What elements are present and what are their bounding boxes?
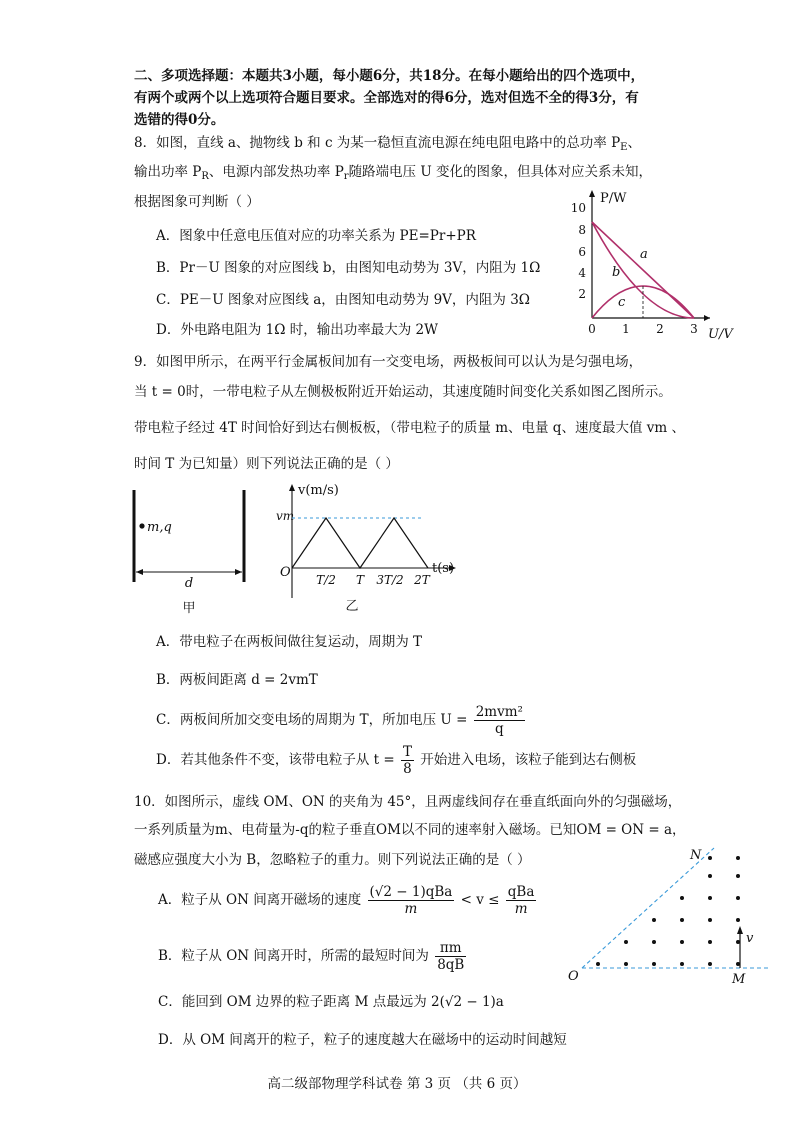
q8-xtick: 3 xyxy=(690,322,698,336)
q10-option-b: B．粒子从 ON 间离开时，所需的最短时间为 $\frac{\pi m}{8qB}$ xyxy=(158,940,465,973)
q10-magnetic-field-figure xyxy=(564,842,776,988)
q8-xtick: 1 xyxy=(622,322,630,336)
q10-a-fraction-high: $\frac{\text{qBa}}{m}$ xyxy=(507,884,535,917)
q9-tick-t: T xyxy=(355,573,365,587)
q9-stem-line-1: 9．如图甲所示，在两平行金属板间加有一交变电场，两极板间可以认为是匀强电场， xyxy=(134,354,643,370)
q9-fig-yi-caption: 乙 xyxy=(345,599,359,614)
q10-option-c: C．能回到 OM 边界的粒子距离 M 点最远为 2(√2 − 1)a xyxy=(158,994,504,1010)
q8-power-graph xyxy=(560,182,740,342)
field-dot xyxy=(652,962,656,966)
field-dot xyxy=(708,856,712,860)
q9-vm-label: vm xyxy=(276,509,295,523)
field-dot xyxy=(736,856,740,860)
field-dot xyxy=(652,918,656,922)
q9-stem-line-2: 当 t = 0时，一带电粒子从左侧极板附近开始运动，其速度随时间变化关系如图乙图所示。 xyxy=(134,384,672,400)
q8-ytick: 4 xyxy=(578,266,586,280)
q8-option-c: C．PE－U 图象对应图线 a，由图知电动势为 9V，内阻为 3Ω xyxy=(156,292,530,308)
q10-stem-line-3: 磁感应强度大小为 B，忽略粒子的重力。则下列说法正确的是（ ） xyxy=(134,852,531,868)
field-dot xyxy=(708,940,712,944)
q8-stem-line-2: 输出功率 $P_R$、电源内部发热功率 $P_r$随路端电压 U 变化的图象，但具体对应关系未知， xyxy=(134,164,653,182)
q8-option-d: D．外电路电阻为 1Ω 时，输出功率最大为 2W xyxy=(156,322,438,338)
q10-n-label: N xyxy=(690,848,702,863)
field-dot xyxy=(596,962,600,966)
q9-stem-line-4: 时间 T 为已知量）则下列说法正确的是（ ） xyxy=(134,456,399,472)
field-dot xyxy=(736,896,740,900)
q9-option-a: A．带电粒子在两板间做往复运动，周期为 T xyxy=(156,634,423,650)
q9-figure-yi xyxy=(272,478,472,618)
q10-m-label: M xyxy=(732,972,746,987)
field-dot xyxy=(708,918,712,922)
q10-o-label: O xyxy=(568,969,579,984)
q8-xlabel: U/V xyxy=(708,327,733,342)
q9-particle-label: m,q xyxy=(147,520,172,535)
q9-origin-label: O xyxy=(280,565,291,580)
field-dot xyxy=(652,940,656,944)
field-dot xyxy=(680,962,684,966)
q9-tick-3half-t: 3T/2 xyxy=(376,573,404,587)
q9-distance-label: d xyxy=(184,576,194,591)
q8-xtick: 2 xyxy=(656,322,664,336)
q9-velocity-curve xyxy=(292,518,428,568)
q10-field-dots xyxy=(596,856,740,966)
q9-tick-half-t: T/2 xyxy=(316,573,336,587)
q9-option-d: D．若其他条件不变，该带电粒子从 t = $\frac{T}{8}$ 开始进入电场，该粒子能到达右侧板 xyxy=(156,744,637,777)
field-dot xyxy=(680,940,684,944)
q8-option-a: A．图象中任意电压值对应的功率关系为 PE=Pr+PR xyxy=(156,228,476,244)
q9-fig-jia-caption: 甲 xyxy=(182,601,196,616)
field-dot xyxy=(736,918,740,922)
field-dot xyxy=(708,962,712,966)
field-dot xyxy=(680,918,684,922)
q9-tick-2t: 2T xyxy=(414,573,430,587)
field-dot xyxy=(624,962,628,966)
q8-ytick: 10 xyxy=(570,201,586,215)
q8-xtick: 0 xyxy=(588,322,596,336)
q8-ytick: 8 xyxy=(578,223,586,237)
section-line-2: 有两个或两个以上选项符合题目要求。全部选对的得6分，选对但选不全的得3分，有 xyxy=(134,90,639,106)
q10-option-a: A．粒子从 ON 间离开磁场的速度 $\frac{\text{(√2 − 1)qBa}}{m}$ < v ≤ $\frac{\text{qBa}}{m}$ xyxy=(158,884,535,917)
q8-label-a: a xyxy=(640,247,648,262)
page-footer: 高二级部物理学科试卷 第 3 页 （共 6 页） xyxy=(267,1076,527,1092)
section-line-3: 选错的得0分。 xyxy=(134,112,225,128)
q8-option-b: B．Pr－U 图象的对应图线 b，由图知电动势为 3V，内阻为 1Ω xyxy=(156,260,541,276)
q8-label-b: b xyxy=(612,265,621,280)
q8-ytick: 6 xyxy=(578,245,586,259)
q8-ytick: 2 xyxy=(578,287,586,301)
q9-option-b: B．两板间距离 d = 2vmT xyxy=(156,672,318,688)
field-dot xyxy=(680,896,684,900)
q10-stem-line-2: 一系列质量为m、电荷量为-q的粒子垂直OM以不同的速率射入磁场。已知OM = ON = a， xyxy=(134,822,686,838)
q10-stem-line-1: 10．如图所示，虚线 OM、ON 的夹角为 45°，且两虚线间存在垂直纸面向外的匀强磁场， xyxy=(134,794,682,810)
q9-voltage-fraction: $\frac{\text{2mvm²}}{q}$ xyxy=(475,704,523,737)
q10-a-fraction-low: $\frac{\text{(√2 − 1)qBa}}{m}$ xyxy=(369,884,453,917)
q10-option-d: D．从 OM 间离开的粒子，粒子的速度越大在磁场中的运动时间越短 xyxy=(158,1032,567,1048)
q9-particle xyxy=(139,523,144,528)
q8-label-c: c xyxy=(618,295,626,310)
q9-figure-jia xyxy=(126,486,256,616)
q9-time-fraction: $\frac{T}{8}$ xyxy=(402,744,412,777)
q10-v-label: v xyxy=(746,931,754,946)
q9-t-label: t(s) xyxy=(432,561,455,576)
field-dot xyxy=(736,874,740,878)
section-line-1: 二、多项选择题：本题共3小题，每小题6分，共18分。在每小题给出的四个选项中， xyxy=(134,68,645,84)
q8-stem-line-1: 8．如图，直线 a、抛物线 b 和 c 为某一稳恒直流电源在纯电阻电路中的总功率 $P_E$、 xyxy=(134,135,641,153)
field-dot xyxy=(708,874,712,878)
q9-v-label: v(m/s) xyxy=(298,483,339,498)
q8-ylabel: P/W xyxy=(600,191,627,206)
q10-b-fraction: $\frac{\pi m}{8qB}$ xyxy=(437,940,465,973)
q9-stem-line-3: 带电粒子经过 4T 时间恰好到达右侧板板，（带电粒子的质量 m、电量 q、速度最大值 vm 、 xyxy=(134,420,685,436)
field-dot xyxy=(624,940,628,944)
field-dot xyxy=(708,896,712,900)
q10-line-on xyxy=(582,848,714,968)
q9-option-c: C．两板间所加交变电场的周期为 T，所加电压 U = $\frac{\text{2mvm²}}{q}$ xyxy=(156,704,523,737)
q8-stem-line-3: 根据图象可判断（ ） xyxy=(134,194,260,210)
